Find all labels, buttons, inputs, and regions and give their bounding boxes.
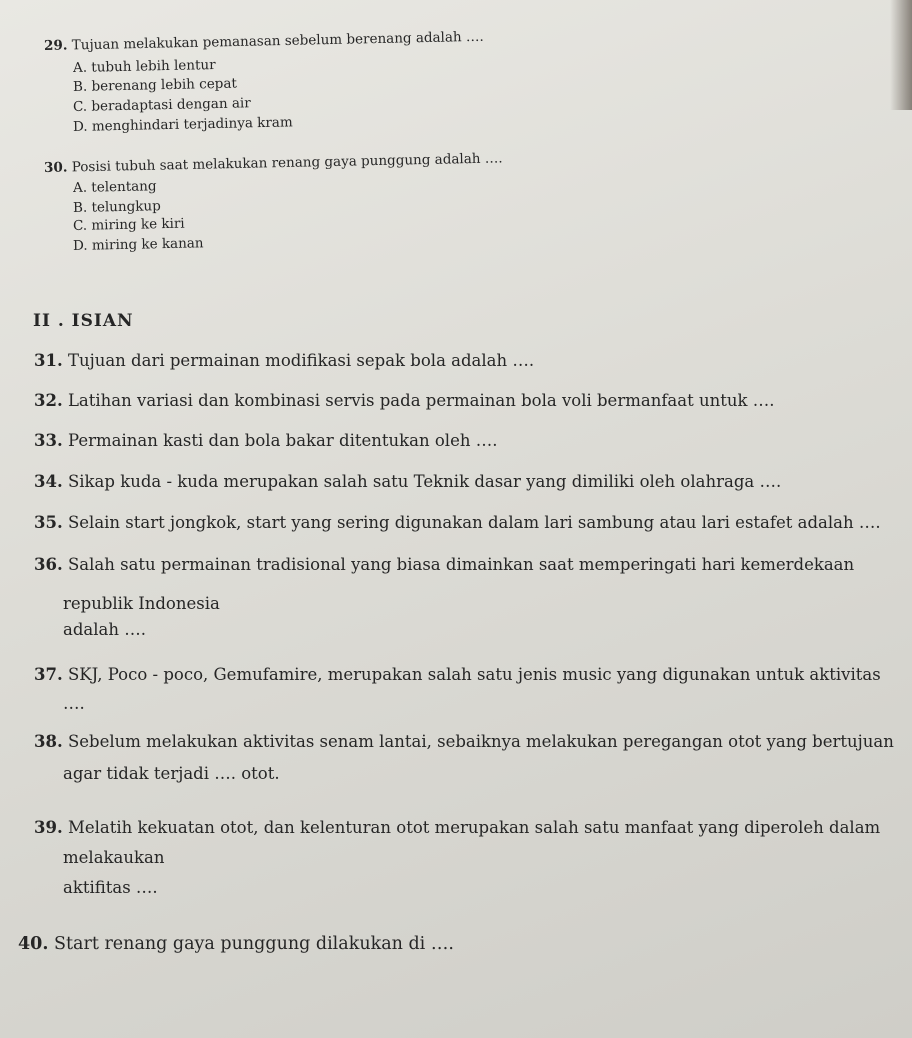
question-number: 30. xyxy=(43,159,68,176)
question-text: SKJ, Poco - poco, Gemufamire, merupakan salah satu jenis music yang digunakan untuk aktivitas xyxy=(67,665,881,684)
question-number: 29. xyxy=(43,37,68,54)
option-30-c: C. miring ke kiri xyxy=(72,215,185,234)
question-35 xyxy=(34,513,881,532)
page-edge-shadow xyxy=(890,0,912,110)
option-29-a: A. tubuh lebih lentur xyxy=(72,57,216,76)
question-text: Sebelum melakukan aktivitas senam lantai, sebaiknya melakukan peregangan otot yang bertujuan xyxy=(67,732,894,751)
option-30-a: A. telentang xyxy=(72,178,157,196)
question-37 xyxy=(34,665,881,684)
question-number: 38. xyxy=(34,732,63,751)
question-29 xyxy=(44,29,484,54)
section-title: ISIAN xyxy=(71,311,134,331)
question-32 xyxy=(34,391,774,410)
question-number: 37. xyxy=(34,665,63,684)
question-39 xyxy=(34,818,880,837)
question-39-line-2: melakaukan xyxy=(63,848,165,867)
option-30-d: D. miring ke kanan xyxy=(72,235,204,254)
question-number: 40. xyxy=(18,934,49,954)
question-number: 32. xyxy=(34,391,63,410)
question-38-line-2: agar tidak terjadi …. otot. xyxy=(63,764,280,783)
question-text: Salah satu permainan tradisional yang biasa dimainkan saat memperingati hari kemerdekaan xyxy=(67,555,855,574)
question-text: Selain start jongkok, start yang sering digunakan dalam lari sambung atau lari estafet adalah …. xyxy=(67,513,881,532)
question-37-line-2: …. xyxy=(63,694,85,713)
question-30 xyxy=(44,150,503,176)
question-text: Sikap kuda - kuda merupakan salah satu Teknik dasar yang dimiliki oleh olahraga …. xyxy=(67,472,782,491)
question-number: 36. xyxy=(34,555,63,574)
question-40 xyxy=(18,934,454,954)
option-29-c: C. beradaptasi dengan air xyxy=(72,95,251,115)
section-heading xyxy=(33,311,134,331)
question-text: Melatih kekuatan otot, dan kelenturan otot merupakan salah satu manfaat yang diperoleh dalam xyxy=(67,818,881,837)
section-numeral: II . xyxy=(33,311,65,331)
question-text: Start renang gaya punggung dilakukan di …. xyxy=(54,934,454,954)
question-36 xyxy=(34,555,854,574)
question-number: 31. xyxy=(34,351,63,370)
question-text: Permainan kasti dan bola bakar ditentukan oleh …. xyxy=(67,431,498,450)
question-33 xyxy=(34,431,497,450)
option-29-d: D. menghindari terjadinya kram xyxy=(72,114,293,135)
question-number: 33. xyxy=(34,431,63,450)
question-text: Posisi tubuh saat melakukan renang gaya punggung adalah …. xyxy=(71,150,503,176)
question-39-line-3: aktifitas …. xyxy=(63,878,158,897)
question-34 xyxy=(34,472,781,491)
question-38 xyxy=(34,732,894,751)
question-36-line-2: republik Indonesia xyxy=(63,594,220,613)
question-36-line-3: adalah …. xyxy=(63,620,146,639)
option-30-b: B. telungkup xyxy=(72,198,161,216)
question-number: 34. xyxy=(34,472,63,491)
question-31 xyxy=(34,351,534,370)
question-text: Latihan variasi dan kombinasi servis pada permainan bola voli bermanfaat untuk …. xyxy=(67,391,775,410)
option-29-b: B. berenang lebih cepat xyxy=(72,75,238,95)
question-text: Tujuan dari permainan modifikasi sepak bola adalah …. xyxy=(67,351,535,370)
question-text: Tujuan melakukan pemanasan sebelum berenang adalah …. xyxy=(71,28,484,54)
question-number: 39. xyxy=(34,818,63,837)
question-number: 35. xyxy=(34,513,63,532)
